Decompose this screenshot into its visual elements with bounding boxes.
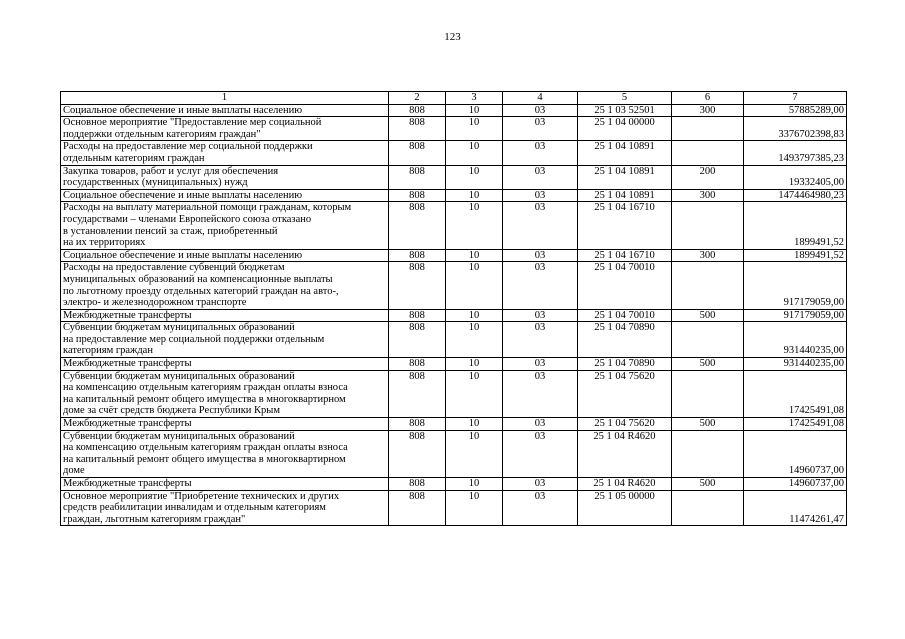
row-name-line: на их территориях	[63, 237, 146, 249]
header-cell: 4	[503, 92, 578, 105]
code-subsection-cell: 03	[503, 165, 578, 189]
code-expense-type-cell: 300	[672, 189, 744, 202]
code-admin-cell: 808	[389, 490, 446, 526]
amount-cell: 19332405,00	[744, 165, 847, 189]
code-subsection-cell: 03	[503, 189, 578, 202]
code-subsection-cell: 03	[503, 117, 578, 141]
code-subsection-cell: 03	[503, 249, 578, 262]
amount-cell: 17425491,08	[744, 418, 847, 431]
code-admin-cell: 808	[389, 249, 446, 262]
code-target-cell: 25 1 04 70010	[578, 262, 672, 309]
amount-cell: 1899491,52	[744, 249, 847, 262]
row-name-cell	[61, 262, 389, 309]
row-name-line: на капитальный ремонт общего имущества в многоквартирном	[63, 453, 346, 465]
row-name-line: на капитальный ремонт общего имущества в многоквартирном	[63, 393, 346, 405]
row-name-line: Межбюджетные трансферты	[63, 309, 192, 321]
code-section-cell: 10	[446, 358, 503, 371]
row-name-line: средств реабилитации инвалидам и отдельным категориям	[63, 502, 326, 514]
table-row	[61, 418, 847, 431]
code-target-cell: 25 1 04 75620	[578, 418, 672, 431]
amount-cell: 917179059,00	[744, 309, 847, 322]
table-header-row	[61, 92, 847, 105]
header-cell: 7	[744, 92, 847, 105]
code-expense-type-cell: 500	[672, 358, 744, 371]
code-expense-type-cell	[672, 430, 744, 477]
row-name-line: Субвенции бюджетам муниципальных образований	[63, 322, 295, 334]
amount-cell: 14960737,00	[744, 478, 847, 491]
code-section-cell: 10	[446, 490, 503, 526]
code-section-cell: 10	[446, 189, 503, 202]
code-section-cell: 10	[446, 262, 503, 309]
code-admin-cell: 808	[389, 141, 446, 165]
row-name-cell	[61, 358, 389, 371]
code-expense-type-cell	[672, 490, 744, 526]
row-name-cell	[61, 202, 389, 249]
row-name-line: доме	[63, 465, 85, 477]
row-name-cell	[61, 165, 389, 189]
code-target-cell: 25 1 04 70890	[578, 358, 672, 371]
code-section-cell: 10	[446, 249, 503, 262]
code-admin-cell: 808	[389, 262, 446, 309]
row-name-line: в установлении пенсий за стаж, приобретенный	[63, 225, 278, 237]
code-target-cell: 25 1 03 52501	[578, 104, 672, 117]
code-subsection-cell: 03	[503, 262, 578, 309]
code-expense-type-cell	[672, 322, 744, 358]
page-number: 123	[444, 31, 461, 43]
code-expense-type-cell: 200	[672, 165, 744, 189]
header-cell: 6	[672, 92, 744, 105]
row-name-cell	[61, 418, 389, 431]
row-name-line: на предоставление мер социальной поддержки отдельным	[63, 333, 325, 345]
header-cell: 1	[61, 92, 389, 105]
row-name-cell	[61, 370, 389, 417]
amount-cell: 931440235,00	[744, 358, 847, 371]
code-target-cell: 25 1 04 10891	[578, 165, 672, 189]
row-name-line: по льготному проезду отдельных категорий граждан на авто-,	[63, 285, 339, 297]
code-subsection-cell: 03	[503, 202, 578, 249]
code-section-cell: 10	[446, 418, 503, 431]
row-name-line: доме за счёт средств бюджета Республики Крым	[63, 405, 280, 417]
table-row	[61, 189, 847, 202]
code-subsection-cell: 03	[503, 322, 578, 358]
row-name-line: Субвенции бюджетам муниципальных образований	[63, 370, 295, 382]
row-name-line: государствами – членами Европейского союза отказано	[63, 213, 312, 225]
row-name-line: Социальное обеспечение и иные выплаты населению	[63, 189, 303, 201]
code-section-cell: 10	[446, 309, 503, 322]
code-target-cell: 25 1 04 16710	[578, 202, 672, 249]
row-name-cell	[61, 141, 389, 165]
row-name-line: граждан, льготным категориям граждан"	[63, 513, 246, 525]
row-name-line: Расходы на предоставление субвенций бюджетам	[63, 262, 285, 274]
row-name-cell	[61, 478, 389, 491]
row-name-line: Межбюджетные трансферты	[63, 478, 192, 489]
code-subsection-cell: 03	[503, 490, 578, 526]
row-name-line: на компенсацию отдельным категориям граждан оплаты взноса	[63, 382, 348, 394]
row-name-line: электро- и железнодорожном транспорте	[63, 297, 247, 309]
code-admin-cell: 808	[389, 478, 446, 491]
row-name-line: муниципальных образований на компенсационные выплаты	[63, 273, 333, 285]
code-admin-cell: 808	[389, 165, 446, 189]
amount-cell: 57885289,00	[744, 104, 847, 117]
row-name-cell	[61, 249, 389, 262]
code-subsection-cell: 03	[503, 430, 578, 477]
amount-cell: 1493797385,23	[744, 141, 847, 165]
table-row	[61, 262, 847, 309]
code-target-cell: 25 1 05 00000	[578, 490, 672, 526]
code-target-cell: 25 1 04 70010	[578, 309, 672, 322]
code-target-cell: 25 1 04 75620	[578, 370, 672, 417]
table-row	[61, 117, 847, 141]
header-cell: 5	[578, 92, 672, 105]
code-section-cell: 10	[446, 478, 503, 491]
table-row	[61, 478, 847, 491]
code-target-cell: 25 1 04 10891	[578, 189, 672, 202]
amount-cell: 11474261,47	[744, 490, 847, 526]
code-subsection-cell: 03	[503, 141, 578, 165]
code-section-cell: 10	[446, 430, 503, 477]
table-row	[61, 202, 847, 249]
amount-cell: 14960737,00	[744, 430, 847, 477]
code-section-cell: 10	[446, 370, 503, 417]
code-expense-type-cell	[672, 117, 744, 141]
budget-table	[60, 91, 847, 526]
code-target-cell: 25 1 04 16710	[578, 249, 672, 262]
amount-cell: 917179059,00	[744, 262, 847, 309]
row-name-cell	[61, 189, 389, 202]
header-cell: 3	[446, 92, 503, 105]
code-section-cell: 10	[446, 141, 503, 165]
code-expense-type-cell: 300	[672, 249, 744, 262]
amount-cell: 1899491,52	[744, 202, 847, 249]
row-name-cell	[61, 430, 389, 477]
code-target-cell: 25 1 04 00000	[578, 117, 672, 141]
row-name-line: Социальное обеспечение и иные выплаты населению	[63, 249, 303, 261]
code-admin-cell: 808	[389, 430, 446, 477]
table-row	[61, 490, 847, 526]
row-name-line: Социальное обеспечение и иные выплаты населению	[63, 104, 303, 116]
table-row	[61, 141, 847, 165]
code-target-cell: 25 1 04 10891	[578, 141, 672, 165]
code-subsection-cell: 03	[503, 370, 578, 417]
row-name-cell	[61, 490, 389, 526]
code-expense-type-cell: 300	[672, 104, 744, 117]
row-name-line: Межбюджетные трансферты	[63, 358, 192, 370]
row-name-line: Расходы на выплату материальной помощи гражданам, которым	[63, 202, 352, 214]
code-section-cell: 10	[446, 117, 503, 141]
code-subsection-cell: 03	[503, 104, 578, 117]
code-expense-type-cell: 500	[672, 478, 744, 491]
row-name-cell	[61, 309, 389, 322]
code-admin-cell: 808	[389, 309, 446, 322]
code-admin-cell: 808	[389, 104, 446, 117]
code-expense-type-cell	[672, 141, 744, 165]
code-admin-cell: 808	[389, 189, 446, 202]
code-subsection-cell: 03	[503, 478, 578, 491]
row-name-cell	[61, 117, 389, 141]
code-subsection-cell: 03	[503, 309, 578, 322]
code-target-cell: 25 1 04 70890	[578, 322, 672, 358]
code-expense-type-cell	[672, 262, 744, 309]
row-name-line: поддержки отдельным категориям граждан"	[63, 128, 261, 140]
table-row	[61, 430, 847, 477]
code-admin-cell: 808	[389, 117, 446, 141]
table-row	[61, 358, 847, 371]
code-section-cell: 10	[446, 165, 503, 189]
code-target-cell: 25 1 04 R4620	[578, 430, 672, 477]
code-subsection-cell: 03	[503, 358, 578, 371]
code-section-cell: 10	[446, 202, 503, 249]
row-name-line: Межбюджетные трансферты	[63, 418, 192, 430]
code-expense-type-cell: 500	[672, 309, 744, 322]
table-row	[61, 309, 847, 322]
row-name-line: государственных (муниципальных) нужд	[63, 177, 248, 189]
code-subsection-cell: 03	[503, 418, 578, 431]
code-admin-cell: 808	[389, 370, 446, 417]
row-name-line: Закупка товаров, работ и услуг для обеспечения	[63, 165, 279, 177]
amount-cell: 931440235,00	[744, 322, 847, 358]
code-expense-type-cell	[672, 202, 744, 249]
table-row	[61, 165, 847, 189]
amount-cell: 1474464980,23	[744, 189, 847, 202]
row-name-line: Основное мероприятие "Приобретение технических и других	[63, 490, 340, 502]
code-section-cell: 10	[446, 104, 503, 117]
code-expense-type-cell	[672, 370, 744, 417]
code-admin-cell: 808	[389, 322, 446, 358]
row-name-line: Основное мероприятие "Предоставление мер социальной	[63, 117, 322, 129]
header-cell: 2	[389, 92, 446, 105]
code-admin-cell: 808	[389, 358, 446, 371]
row-name-line: Субвенции бюджетам муниципальных образований	[63, 430, 295, 442]
code-section-cell: 10	[446, 322, 503, 358]
row-name-line: Расходы на предоставление мер социальной поддержки	[63, 141, 313, 153]
row-name-cell	[61, 322, 389, 358]
row-name-line: отдельным категориям граждан	[63, 152, 205, 164]
amount-cell: 3376702398,83	[744, 117, 847, 141]
code-target-cell: 25 1 04 R4620	[578, 478, 672, 491]
table-row	[61, 104, 847, 117]
row-name-line: категориям граждан	[63, 345, 153, 357]
table-row	[61, 322, 847, 358]
row-name-line: на компенсацию отдельным категориям граждан оплаты взноса	[63, 442, 348, 454]
table-row	[61, 249, 847, 262]
code-admin-cell: 808	[389, 418, 446, 431]
row-name-cell	[61, 104, 389, 117]
code-expense-type-cell: 500	[672, 418, 744, 431]
code-admin-cell: 808	[389, 202, 446, 249]
table-row	[61, 370, 847, 417]
amount-cell: 17425491,08	[744, 370, 847, 417]
